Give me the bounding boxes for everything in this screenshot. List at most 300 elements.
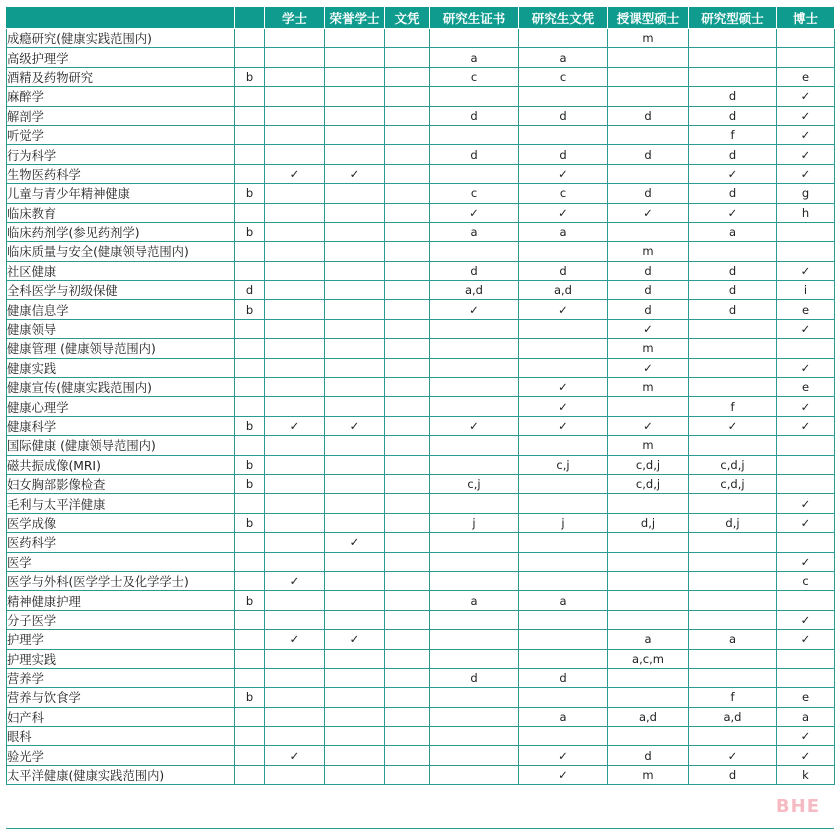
table-cell: [385, 513, 430, 532]
table-cell: ✓: [777, 610, 835, 629]
table-cell: d: [608, 145, 689, 164]
table-cell: [325, 707, 385, 726]
table-row: [7, 358, 835, 377]
table-cell: a: [430, 48, 519, 67]
subject-name: 眼科: [7, 727, 235, 746]
table-cell: [385, 688, 430, 707]
table-cell: [265, 145, 325, 164]
table-cell: [265, 300, 325, 319]
table-cell: [385, 164, 430, 183]
subject-name: 健康宣传(健康实践范围内): [7, 378, 235, 397]
table-cell: [519, 533, 608, 552]
subject-name: 护理学: [7, 630, 235, 649]
table-cell: d: [608, 106, 689, 125]
table-cell: [265, 242, 325, 261]
table-cell: c: [519, 67, 608, 86]
table-cell: [265, 29, 325, 48]
table-cell: [519, 649, 608, 668]
table-cell: ✓: [265, 746, 325, 765]
subject-name: 健康管理 (健康领导范围内): [7, 339, 235, 358]
table-cell: [777, 474, 835, 493]
table-row: [7, 106, 835, 125]
table-cell: [777, 533, 835, 552]
table-cell: ✓: [519, 746, 608, 765]
table-cell: c,d,j: [608, 474, 689, 493]
table-cell: [385, 222, 430, 241]
table-cell: [265, 533, 325, 552]
table-cell: [385, 339, 430, 358]
table-cell: [430, 727, 519, 746]
table-cell: [777, 242, 835, 261]
table-cell: [325, 436, 385, 455]
table-cell: [385, 474, 430, 493]
table-cell: [777, 591, 835, 610]
table-cell: [430, 125, 519, 144]
subject-name: 解剖学: [7, 106, 235, 125]
table-cell: m: [608, 378, 689, 397]
table-cell: c: [519, 184, 608, 203]
table-cell: [689, 29, 777, 48]
table-cell: [430, 397, 519, 416]
table-cell: [519, 494, 608, 513]
table-cell: [608, 668, 689, 687]
table-cell: [265, 765, 325, 784]
subject-name: 健康实践: [7, 358, 235, 377]
table-cell: [265, 222, 325, 241]
table-row: [7, 610, 835, 629]
table-cell: g: [777, 184, 835, 203]
table-row: [7, 571, 835, 590]
table-cell: j: [519, 513, 608, 532]
table-cell: [265, 106, 325, 125]
table-cell: [385, 746, 430, 765]
table-cell: [519, 29, 608, 48]
table-cell: ✓: [430, 203, 519, 222]
subject-name: 健康心理学: [7, 397, 235, 416]
table-cell: [325, 746, 385, 765]
table-cell: [608, 164, 689, 183]
table-row: [7, 630, 835, 649]
table-cell: d: [689, 765, 777, 784]
table-row: [7, 48, 835, 67]
table-cell: [430, 649, 519, 668]
table-row: [7, 455, 835, 474]
table-cell: [325, 552, 385, 571]
table-cell: [265, 436, 325, 455]
table-cell: [385, 261, 430, 280]
table-cell: [265, 87, 325, 106]
table-cell: d: [430, 106, 519, 125]
table-cell: [235, 727, 265, 746]
table-cell: b: [235, 688, 265, 707]
table-cell: [430, 630, 519, 649]
table-cell: [689, 571, 777, 590]
subject-name: 国际健康 (健康领导范围内): [7, 436, 235, 455]
table-cell: ✓: [519, 765, 608, 784]
table-cell: d,j: [608, 513, 689, 532]
table-cell: [608, 48, 689, 67]
table-cell: e: [777, 67, 835, 86]
table-cell: [689, 533, 777, 552]
table-cell: ✓: [265, 416, 325, 435]
table-cell: [385, 281, 430, 300]
table-cell: d: [689, 281, 777, 300]
table-cell: ✓: [777, 746, 835, 765]
table-cell: ✓: [689, 746, 777, 765]
table-row: [7, 397, 835, 416]
table-row: [7, 319, 835, 338]
table-cell: [430, 494, 519, 513]
table-cell: [325, 125, 385, 144]
subject-name: 听觉学: [7, 125, 235, 144]
table-cell: [519, 87, 608, 106]
table-row: [7, 339, 835, 358]
table-cell: i: [777, 281, 835, 300]
table-cell: [235, 378, 265, 397]
table-cell: [689, 727, 777, 746]
table-cell: [325, 649, 385, 668]
table-cell: a: [519, 707, 608, 726]
table-cell: [265, 67, 325, 86]
table-cell: b: [235, 591, 265, 610]
table-cell: [265, 591, 325, 610]
table-cell: d: [519, 668, 608, 687]
table-cell: ✓: [777, 261, 835, 280]
table-cell: ✓: [325, 630, 385, 649]
table-cell: f: [689, 125, 777, 144]
header-col-5: 研究生证书: [430, 7, 519, 29]
table-cell: [235, 765, 265, 784]
table-cell: [608, 397, 689, 416]
table-cell: e: [777, 300, 835, 319]
table-cell: [235, 707, 265, 726]
table-cell: [385, 707, 430, 726]
table-cell: [385, 300, 430, 319]
header-col-9: 博士: [777, 7, 835, 29]
table-cell: [265, 610, 325, 629]
table-cell: [235, 552, 265, 571]
table-cell: [265, 48, 325, 67]
subject-name: 健康信息学: [7, 300, 235, 319]
table-cell: [519, 474, 608, 493]
table-cell: [265, 358, 325, 377]
table-cell: [430, 436, 519, 455]
table-cell: d: [235, 281, 265, 300]
table-row: [7, 552, 835, 571]
table-cell: a: [689, 222, 777, 241]
table-cell: [519, 242, 608, 261]
table-cell: [608, 571, 689, 590]
subject-name: 妇产科: [7, 707, 235, 726]
table-cell: [235, 261, 265, 280]
table-cell: ✓: [325, 164, 385, 183]
table-cell: [608, 688, 689, 707]
table-cell: d: [689, 87, 777, 106]
table-row: [7, 222, 835, 241]
table-cell: ✓: [608, 358, 689, 377]
table-cell: c,j: [519, 455, 608, 474]
table-row: [7, 765, 835, 784]
table-cell: ✓: [689, 164, 777, 183]
table-cell: b: [235, 300, 265, 319]
table-cell: ✓: [777, 727, 835, 746]
table-cell: ✓: [608, 416, 689, 435]
table-cell: [777, 339, 835, 358]
table-cell: [519, 339, 608, 358]
table-cell: [385, 455, 430, 474]
table-cell: [777, 649, 835, 668]
table-cell: [385, 610, 430, 629]
table-cell: [689, 668, 777, 687]
subject-name: 医学: [7, 552, 235, 571]
table-cell: [777, 455, 835, 474]
table-cell: c: [430, 67, 519, 86]
subject-name: 酒精及药物研究: [7, 67, 235, 86]
table-cell: [430, 378, 519, 397]
table-cell: [385, 319, 430, 338]
table-cell: c,j: [430, 474, 519, 493]
table-row: [7, 746, 835, 765]
table-cell: [325, 513, 385, 532]
table-cell: b: [235, 222, 265, 241]
table-cell: b: [235, 67, 265, 86]
table-cell: [689, 591, 777, 610]
table-cell: [235, 668, 265, 687]
table-cell: a: [430, 222, 519, 241]
table-cell: [689, 48, 777, 67]
table-row: [7, 727, 835, 746]
watermark-logo: BHE: [775, 796, 820, 817]
table-cell: [430, 29, 519, 48]
table-cell: [325, 242, 385, 261]
table-cell: [235, 125, 265, 144]
table-cell: [235, 87, 265, 106]
table-cell: [385, 668, 430, 687]
table-cell: ✓: [519, 164, 608, 183]
table-cell: [689, 67, 777, 86]
table-cell: [430, 242, 519, 261]
table-cell: f: [689, 688, 777, 707]
table-cell: b: [235, 455, 265, 474]
table-cell: [385, 48, 430, 67]
table-cell: [519, 610, 608, 629]
table-cell: ✓: [689, 203, 777, 222]
table-cell: [325, 184, 385, 203]
table-row: [7, 494, 835, 513]
table-cell: [385, 87, 430, 106]
subject-name: 医学与外科(医学学士及化学学士): [7, 571, 235, 590]
table-cell: ✓: [777, 106, 835, 125]
subject-name: 医药科学: [7, 533, 235, 552]
table-cell: m: [608, 765, 689, 784]
table-cell: [689, 339, 777, 358]
table-cell: ✓: [777, 319, 835, 338]
table-cell: [235, 746, 265, 765]
table-cell: ✓: [689, 416, 777, 435]
subject-name: 社区健康: [7, 261, 235, 280]
table-cell: [689, 552, 777, 571]
subject-name: 太平洋健康(健康实践范围内): [7, 765, 235, 784]
table-cell: [385, 184, 430, 203]
table-cell: [265, 668, 325, 687]
table-cell: b: [235, 513, 265, 532]
subject-name: 高级护理学: [7, 48, 235, 67]
table-cell: [265, 474, 325, 493]
table-cell: [235, 106, 265, 125]
table-cell: [325, 339, 385, 358]
table-body: [7, 29, 835, 785]
table-cell: [325, 87, 385, 106]
table-cell: [385, 591, 430, 610]
table-cell: d: [519, 145, 608, 164]
table-cell: [235, 358, 265, 377]
subject-name: 磁共振成像(MRI): [7, 455, 235, 474]
table-cell: d: [430, 145, 519, 164]
subject-name: 护理实践: [7, 649, 235, 668]
table-cell: [265, 513, 325, 532]
table-cell: [235, 397, 265, 416]
table-cell: ✓: [430, 300, 519, 319]
table-cell: d: [519, 261, 608, 280]
table-cell: [235, 145, 265, 164]
table-cell: [689, 378, 777, 397]
table-cell: [265, 378, 325, 397]
table-row: [7, 513, 835, 532]
table-cell: [235, 48, 265, 67]
table-cell: a,c,m: [608, 649, 689, 668]
table-row: [7, 261, 835, 280]
table-cell: m: [608, 29, 689, 48]
table-cell: ✓: [519, 203, 608, 222]
table-cell: [689, 436, 777, 455]
table-cell: [265, 552, 325, 571]
header-row: [7, 7, 835, 29]
subject-name: 健康领导: [7, 319, 235, 338]
table-cell: [430, 358, 519, 377]
subject-name: 临床教育: [7, 203, 235, 222]
table-cell: [519, 552, 608, 571]
table-cell: [430, 688, 519, 707]
header-col-4: 文凭: [385, 7, 430, 29]
table-cell: ✓: [519, 397, 608, 416]
table-row: [7, 145, 835, 164]
table-cell: [777, 436, 835, 455]
table-cell: [385, 203, 430, 222]
table-cell: a: [608, 630, 689, 649]
table-cell: [265, 397, 325, 416]
table-cell: [235, 649, 265, 668]
table-cell: [265, 184, 325, 203]
subject-name: 临床质量与安全(健康领导范围内): [7, 242, 235, 261]
table-cell: a,d: [689, 707, 777, 726]
subject-name: 全科医学与初级保健: [7, 281, 235, 300]
table-cell: [385, 649, 430, 668]
header-col-8: 研究型硕士: [689, 7, 777, 29]
subject-name: 毛利与太平洋健康: [7, 494, 235, 513]
table-cell: [689, 319, 777, 338]
table-cell: [325, 203, 385, 222]
table-cell: [385, 494, 430, 513]
table-cell: [265, 494, 325, 513]
table-cell: [430, 765, 519, 784]
table-cell: [430, 164, 519, 183]
header-col-7: 授课型硕士: [608, 7, 689, 29]
table-cell: ✓: [430, 416, 519, 435]
table-cell: a: [430, 591, 519, 610]
table-row: [7, 300, 835, 319]
table-cell: [235, 571, 265, 590]
table-cell: ✓: [777, 513, 835, 532]
table-cell: d: [689, 300, 777, 319]
table-cell: [608, 222, 689, 241]
table-cell: ✓: [265, 630, 325, 649]
table-cell: [385, 242, 430, 261]
table-cell: [385, 29, 430, 48]
table-cell: ✓: [608, 319, 689, 338]
table-cell: [608, 494, 689, 513]
table-cell: ✓: [777, 87, 835, 106]
table-cell: [325, 358, 385, 377]
subject-name: 营养学: [7, 668, 235, 687]
table-cell: [608, 125, 689, 144]
table-cell: [385, 358, 430, 377]
table-cell: c,d,j: [689, 455, 777, 474]
table-row: [7, 649, 835, 668]
table-cell: c: [430, 184, 519, 203]
table-cell: [385, 416, 430, 435]
table-cell: m: [608, 242, 689, 261]
table-cell: m: [608, 436, 689, 455]
table-cell: ✓: [777, 416, 835, 435]
table-cell: m: [608, 339, 689, 358]
table-cell: [325, 610, 385, 629]
table-cell: [689, 494, 777, 513]
table-cell: a: [777, 707, 835, 726]
table-cell: [325, 281, 385, 300]
table-cell: [430, 746, 519, 765]
table-cell: [519, 319, 608, 338]
table-cell: [325, 67, 385, 86]
table-cell: [325, 591, 385, 610]
table-cell: [689, 358, 777, 377]
table-cell: b: [235, 474, 265, 493]
table-cell: k: [777, 765, 835, 784]
table-cell: [265, 203, 325, 222]
table-cell: [608, 87, 689, 106]
table-cell: d: [608, 300, 689, 319]
table-cell: ✓: [265, 571, 325, 590]
table-cell: [430, 533, 519, 552]
table-cell: [235, 533, 265, 552]
table-cell: [325, 145, 385, 164]
table-cell: [235, 319, 265, 338]
table-cell: a: [519, 48, 608, 67]
table-cell: [777, 29, 835, 48]
subject-name: 妇女胸部影像检查: [7, 474, 235, 493]
table-row: [7, 125, 835, 144]
table-row: [7, 668, 835, 687]
table-cell: ✓: [777, 397, 835, 416]
table-cell: f: [689, 397, 777, 416]
table-cell: ✓: [777, 164, 835, 183]
header-col-2: 学士: [265, 7, 325, 29]
table-cell: [325, 455, 385, 474]
table-cell: [385, 106, 430, 125]
table-cell: d: [608, 261, 689, 280]
table-cell: [325, 106, 385, 125]
table-row: [7, 242, 835, 261]
table-row: [7, 67, 835, 86]
